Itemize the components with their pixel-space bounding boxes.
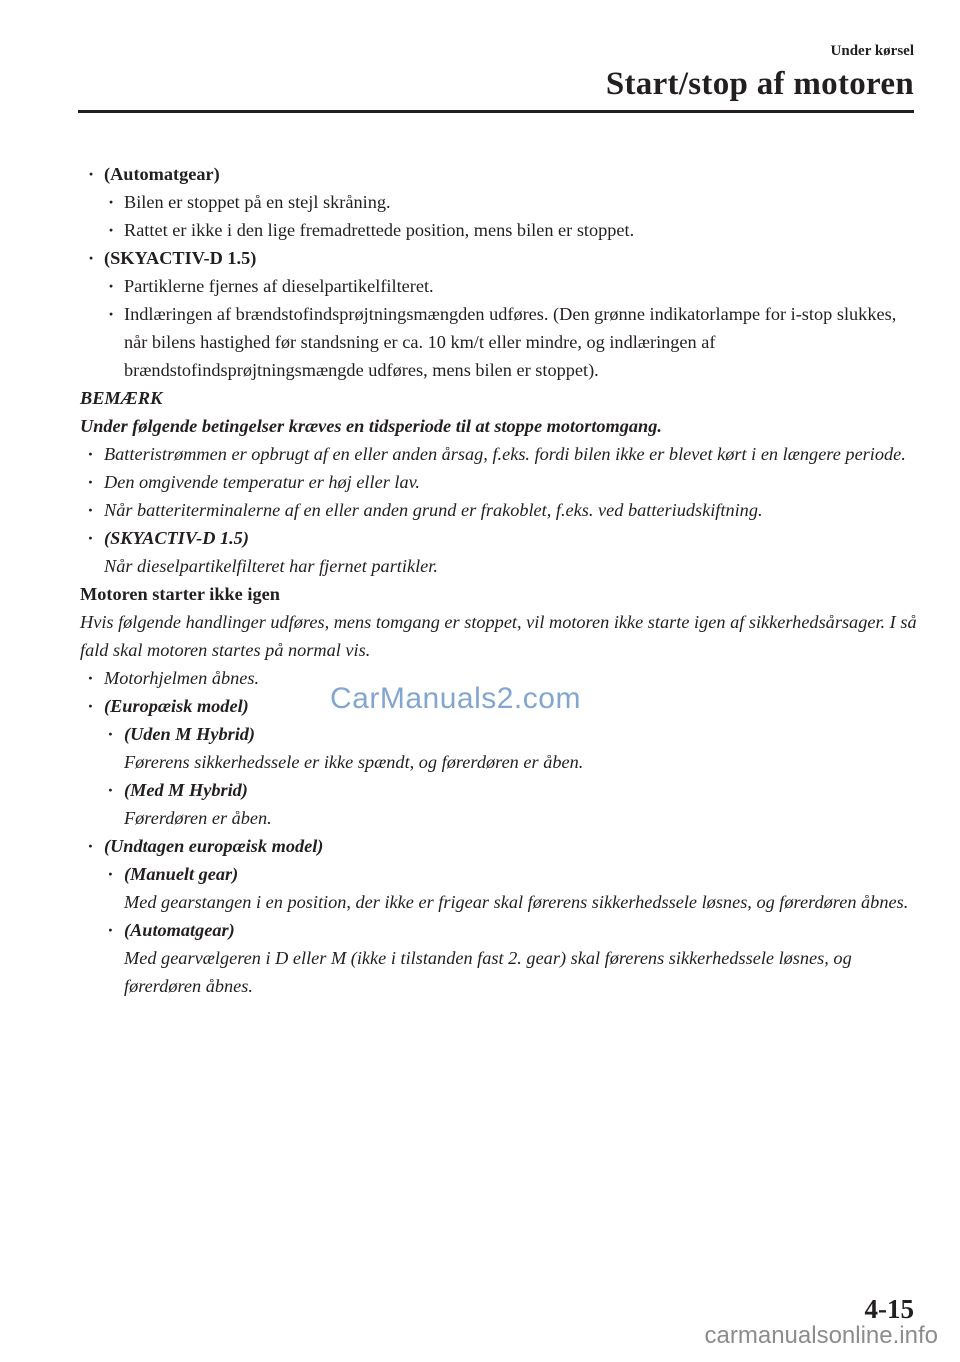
note-label: BEMÆRK — [80, 388, 163, 408]
note-item-terminals: · Når batteriterminalerne af en eller anden grund er frakoblet, f.eks. ved batteriudskiftning. — [80, 496, 920, 524]
header-divider — [78, 110, 914, 113]
restart-heading: Motoren starter ikke igen — [80, 584, 280, 604]
note-item-battery: · Batteristrømmen er opbrugt af en eller anden årsag, f.eks. fordi bilen ikke er blevet kørt i en længere periode. — [80, 440, 920, 468]
note-heading: Under følgende betingelser kræves en tidsperiode til at stoppe motortomgang. — [80, 416, 662, 436]
automatgear-item-steering: · Rattet er ikke i den lige fremadrettede position, mens bilen er stoppet. — [80, 216, 920, 244]
automatgear-heading: · (Automatgear) — [80, 160, 920, 188]
skyactiv-item-particles: · Partiklerne fjernes af dieselpartikelfilteret. — [80, 272, 920, 300]
note-item-temperature: · Den omgivende temperatur er høj eller lav. — [80, 468, 920, 496]
footer-site-link[interactable]: carmanualsonline.info — [704, 1322, 938, 1349]
skyactiv-heading: · (SKYACTIV-D 1.5) — [80, 244, 920, 272]
with-hybrid-text: Førerdøren er åben. — [124, 808, 272, 828]
note-skyactiv-heading: · (SKYACTIV-D 1.5) — [80, 524, 920, 552]
page-header — [606, 42, 914, 104]
automatic-gear-text: Med gearvælgeren i D eller M (ikke i tilstanden fast 2. gear) skal førerens sikkerhedssele løsnes, og førerdøren åbnes. — [124, 948, 852, 996]
note-skyactiv-text: Når dieselpartikelfilteret har fjernet partikler. — [104, 556, 438, 576]
automatic-gear-heading: · (Automatgear) — [80, 916, 920, 944]
section-label: Under kørsel — [830, 43, 914, 59]
manual-gear-heading: · (Manuelt gear) — [80, 860, 920, 888]
page-number: 4-15 — [864, 1294, 914, 1324]
page-title: Start/stop af motoren — [605, 66, 914, 102]
with-hybrid-heading: · (Med M Hybrid) — [80, 776, 920, 804]
european-model-heading: · (Europæisk model) — [80, 692, 920, 720]
non-european-model-heading: · (Undtagen europæisk model) — [80, 832, 920, 860]
restart-text: Hvis følgende handlinger udføres, mens tomgang er stoppet, vil motoren ikke starte igen af sikkerhedsårsager. I så fald skal motoren startes på normal vis. — [80, 612, 917, 660]
without-hybrid-text: Førerens sikkerhedssele er ikke spændt, og førerdøren er åben. — [124, 752, 584, 772]
skyactiv-item-learning: · Indlæringen af brændstofindsprøjtningsmængden udføres. (Den grønne indikatorlampe for i-stop slukkes, når bilens hastighed før standsning er ca. 10 km/t eller mindre, og indlæringen af brændstofindsprøjtningsmængde udføres, mens bilen er stoppet). — [80, 300, 920, 384]
manual-gear-text: Med gearstangen i en position, der ikke er frigear skal førerens sikkerhedssele løsnes, og førerdøren åbnes. — [124, 892, 909, 912]
main-content — [80, 160, 920, 1000]
restart-item-hood: · Motorhjelmen åbnes. — [80, 664, 920, 692]
without-hybrid-heading: · (Uden M Hybrid) — [80, 720, 920, 748]
watermark: CarManuals2.com — [330, 682, 581, 715]
automatgear-item-steep-slope: · Bilen er stoppet på en stejl skråning. — [80, 188, 920, 216]
